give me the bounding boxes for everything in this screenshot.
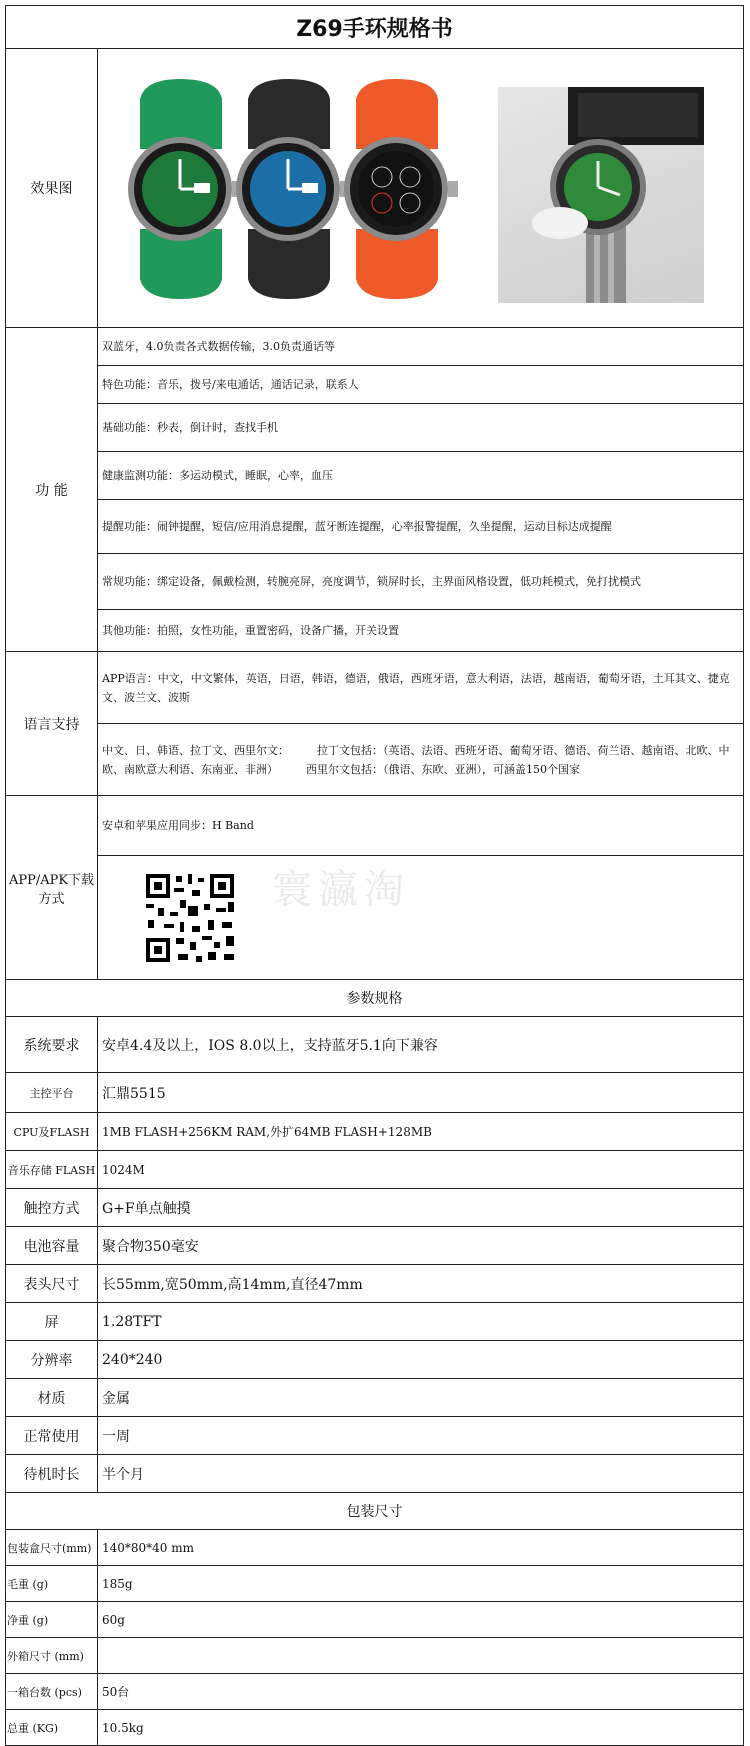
param-value: 长55mm,宽50mm,高14mm,直径47mm bbox=[98, 1265, 744, 1303]
param-label: 屏 bbox=[6, 1303, 98, 1341]
function-row: 特色功能：音乐，拨号/来电通话，通话记录，联系人 bbox=[98, 366, 744, 404]
function-row: 其他功能：拍照，女性功能，重置密码，设备广播，开关设置 bbox=[98, 610, 744, 652]
app-languages: APP语言：中文，中文繁体，英语，日语，韩语，德语，俄语，西班牙语，意大利语，法语，越南语，葡萄牙语，土耳其文、捷克文、波兰文、波斯 bbox=[98, 652, 744, 724]
param-label: 表头尺寸 bbox=[6, 1265, 98, 1303]
package-label: 净重 (g) bbox=[6, 1602, 98, 1638]
watermark: 寰瀛淘 bbox=[272, 866, 410, 913]
download-label: APP/APK下载方式 bbox=[6, 796, 98, 980]
package-value: 60g bbox=[98, 1602, 744, 1638]
param-label: 待机时长 bbox=[6, 1455, 98, 1493]
package-value bbox=[98, 1638, 744, 1674]
function-label: 功 能 bbox=[6, 328, 98, 652]
package-label: 包装盒尺寸(mm) bbox=[6, 1530, 98, 1566]
watch-orange-image bbox=[344, 79, 458, 299]
param-label: 音乐存储 FLASH bbox=[6, 1151, 98, 1189]
param-value: 1024M bbox=[98, 1151, 744, 1189]
package-label: 外箱尺寸 (mm) bbox=[6, 1638, 98, 1674]
package-label: 总重 (KG) bbox=[6, 1710, 98, 1746]
package-label: 毛重 (g) bbox=[6, 1566, 98, 1602]
watch-green-image bbox=[128, 79, 242, 299]
watch-blue-image bbox=[236, 79, 350, 299]
language-label: 语言支持 bbox=[6, 652, 98, 796]
package-label: 一箱台数 (pcs) bbox=[6, 1674, 98, 1710]
param-value: 半个月 bbox=[98, 1455, 744, 1493]
package-value: 140*80*40 mm bbox=[98, 1530, 744, 1566]
package-value: 10.5kg bbox=[98, 1710, 744, 1746]
param-value: 一周 bbox=[98, 1417, 744, 1455]
watch-photo bbox=[498, 87, 704, 303]
param-label: 分辨率 bbox=[6, 1341, 98, 1379]
params-header: 参数规格 bbox=[6, 980, 744, 1017]
param-value: 汇鼎5515 bbox=[98, 1073, 744, 1113]
param-label: CPU及FLASH bbox=[6, 1113, 98, 1151]
param-label: 主控平台 bbox=[6, 1073, 98, 1113]
param-label: 触控方式 bbox=[6, 1189, 98, 1227]
param-label: 系统要求 bbox=[6, 1017, 98, 1073]
param-value: 1.28TFT bbox=[98, 1303, 744, 1341]
param-value: 安卓4.4及以上，IOS 8.0以上，支持蓝牙5.1向下兼容 bbox=[98, 1017, 744, 1073]
function-row: 提醒功能：闹钟提醒，短信/应用消息提醒，蓝牙断连提醒，心率报警提醒，久坐提醒，运动目标达成提醒 bbox=[98, 500, 744, 554]
param-label: 材质 bbox=[6, 1379, 98, 1417]
param-value: 聚合物350毫安 bbox=[98, 1227, 744, 1265]
package-value: 185g bbox=[98, 1566, 744, 1602]
function-row: 基础功能：秒表，倒计时，查找手机 bbox=[98, 404, 744, 452]
qr-code-icon bbox=[144, 872, 236, 964]
page-title: Z69手环规格书 bbox=[6, 6, 744, 49]
function-row: 常规功能：绑定设备，佩戴检测，转腕亮屏，亮度调节，锁屏时长，主界面风格设置，低功耗模式，免打扰模式 bbox=[98, 554, 744, 610]
sync-text: 安卓和苹果应用同步：H Band bbox=[98, 796, 744, 856]
package-value: 50台 bbox=[98, 1674, 744, 1710]
product-images bbox=[98, 49, 744, 328]
qr-cell bbox=[98, 856, 744, 980]
packaging-header: 包装尺寸 bbox=[6, 1493, 744, 1530]
effect-label: 效果图 bbox=[6, 49, 98, 328]
param-value: 1MB FLASH+256KM RAM,外扩64MB FLASH+128MB bbox=[98, 1113, 744, 1151]
param-label: 电池容量 bbox=[6, 1227, 98, 1265]
param-value: 金属 bbox=[98, 1379, 744, 1417]
spec-sheet bbox=[5, 5, 743, 1746]
function-row: 健康监测功能：多运动模式，睡眠，心率，血压 bbox=[98, 452, 744, 500]
function-row: 双蓝牙，4.0负责各式数据传输，3.0负责通话等 bbox=[98, 328, 744, 366]
param-value: G+F单点触摸 bbox=[98, 1189, 744, 1227]
param-value: 240*240 bbox=[98, 1341, 744, 1379]
param-label: 正常使用 bbox=[6, 1417, 98, 1455]
device-languages: 中文、日、韩语、拉丁文、西里尔文： 拉丁文包括：（英语、法语、西班牙语、葡萄牙语、德语、荷兰语、越南语、北欧、中欧、南欧意大利语、东南亚、非洲） 西里尔文包括：（俄语、东欧、亚洲），可涵盖150个国家 bbox=[98, 724, 744, 796]
metal-watch-photo-image bbox=[498, 87, 704, 303]
